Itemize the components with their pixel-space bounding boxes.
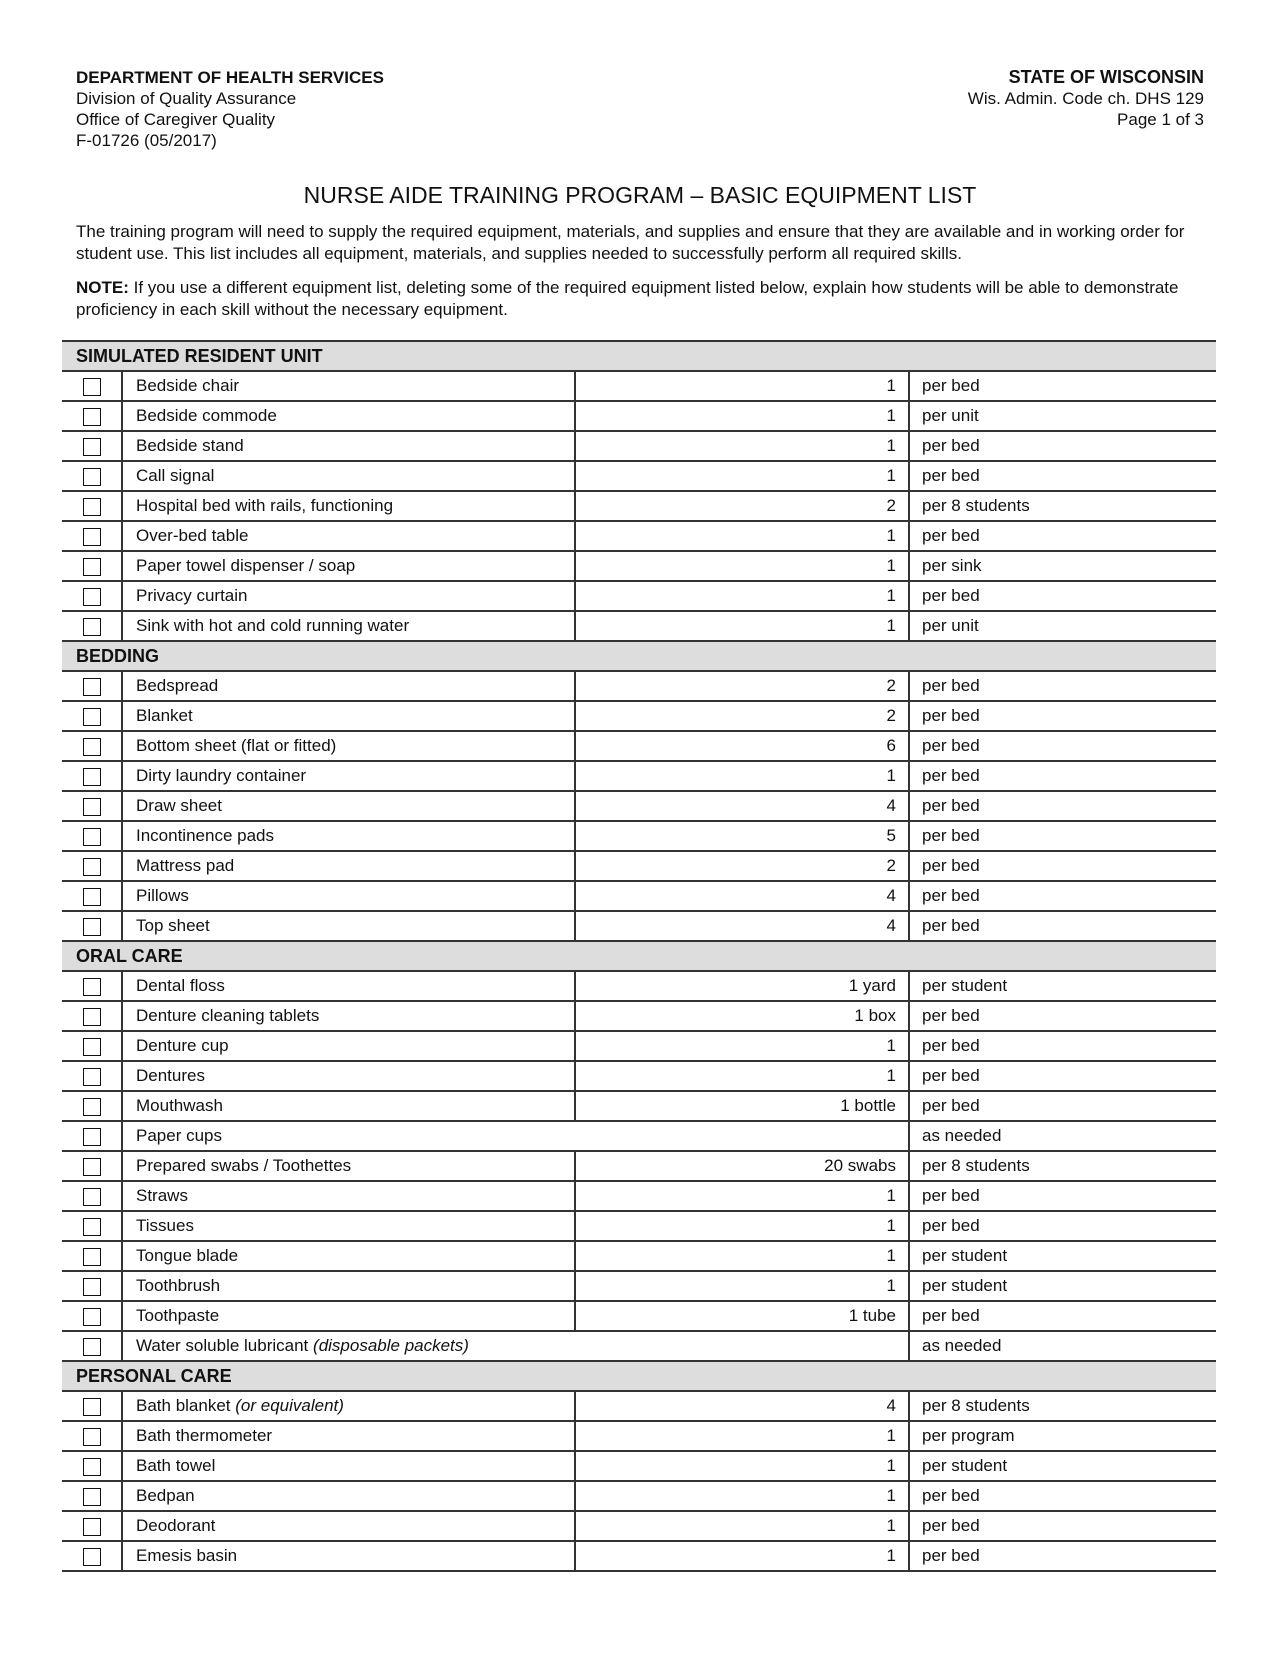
equipment-row xyxy=(62,581,1216,611)
equipment-row xyxy=(62,761,1216,791)
checkbox-cell xyxy=(62,1091,122,1121)
item-unit: per student xyxy=(909,1241,1216,1271)
item-quantity: 20 swabs xyxy=(575,1151,909,1181)
item-quantity: 1 xyxy=(575,371,909,401)
item-unit: per student xyxy=(909,1451,1216,1481)
item-name: Pillows xyxy=(136,886,189,905)
section-title: SIMULATED RESIDENT UNIT xyxy=(62,341,1216,371)
item-name-cell xyxy=(122,461,575,491)
item-quantity: 1 box xyxy=(575,1001,909,1031)
page-title: NURSE AIDE TRAINING PROGRAM – BASIC EQUIPMENT LIST xyxy=(303,182,977,208)
checkbox[interactable] xyxy=(83,1398,101,1416)
checkbox[interactable] xyxy=(83,1248,101,1266)
checkbox-cell xyxy=(62,1331,122,1361)
item-name: Bedpan xyxy=(136,1486,195,1505)
item-name: Top sheet xyxy=(136,916,210,935)
item-name-cell xyxy=(122,671,575,701)
item-name-cell xyxy=(122,491,575,521)
checkbox[interactable] xyxy=(83,1038,101,1056)
equipment-row xyxy=(62,1031,1216,1061)
item-name: Tissues xyxy=(136,1216,194,1235)
equipment-row xyxy=(62,401,1216,431)
checkbox[interactable] xyxy=(83,1128,101,1146)
checkbox-cell xyxy=(62,1031,122,1061)
item-name: Bedside stand xyxy=(136,436,244,455)
checkbox-cell xyxy=(62,821,122,851)
item-quantity: 1 xyxy=(575,1421,909,1451)
item-name: Denture cleaning tablets xyxy=(136,1006,320,1025)
intro-paragraph: The training program will need to supply the required equipment, materials, and supplies and ensure that they are available and in working order for student use. This list includes all equipment, materials, and supplies needed to successfully perform all required skills. xyxy=(76,222,1185,263)
item-name: Toothbrush xyxy=(136,1276,221,1295)
item-name-cell xyxy=(122,1241,575,1271)
item-name: Bedside chair xyxy=(136,376,240,395)
equipment-table xyxy=(62,340,1216,1572)
item-name: Bottom sheet (flat or fitted) xyxy=(136,736,337,755)
checkbox-cell xyxy=(62,971,122,1001)
item-unit: per bed xyxy=(909,521,1216,551)
item-unit: per bed xyxy=(909,1061,1216,1091)
equipment-row xyxy=(62,1271,1216,1301)
item-unit: per unit xyxy=(909,401,1216,431)
item-name-cell xyxy=(122,1121,909,1151)
equipment-row xyxy=(62,1421,1216,1451)
item-quantity: 1 xyxy=(575,611,909,641)
checkbox[interactable] xyxy=(83,438,101,456)
item-quantity: 1 yard xyxy=(575,971,909,1001)
checkbox[interactable] xyxy=(83,738,101,756)
checkbox[interactable] xyxy=(83,918,101,936)
item-unit: per bed xyxy=(909,881,1216,911)
item-name-cell xyxy=(122,581,575,611)
item-name-cell xyxy=(122,1511,575,1541)
item-unit: per bed xyxy=(909,1301,1216,1331)
item-quantity: 1 xyxy=(575,551,909,581)
checkbox[interactable] xyxy=(83,378,101,396)
item-quantity: 5 xyxy=(575,821,909,851)
checkbox[interactable] xyxy=(83,588,101,606)
item-name-cell xyxy=(122,371,575,401)
checkbox-cell xyxy=(62,611,122,641)
checkbox[interactable] xyxy=(83,1218,101,1236)
checkbox[interactable] xyxy=(83,1488,101,1506)
office-name: Office of Caregiver Quality xyxy=(76,110,276,129)
checkbox[interactable] xyxy=(83,1158,101,1176)
section-header-row xyxy=(62,641,1216,671)
item-name: Mouthwash xyxy=(136,1096,223,1115)
checkbox[interactable] xyxy=(83,1518,101,1536)
checkbox-cell xyxy=(62,1391,122,1421)
checkbox-cell xyxy=(62,1511,122,1541)
item-name-cell xyxy=(122,1091,575,1121)
item-unit: per bed xyxy=(909,791,1216,821)
equipment-row xyxy=(62,881,1216,911)
division-name: Division of Quality Assurance xyxy=(76,89,297,108)
checkbox-cell xyxy=(62,1541,122,1571)
item-quantity: 1 xyxy=(575,1211,909,1241)
equipment-row xyxy=(62,461,1216,491)
item-quantity: 1 xyxy=(575,1271,909,1301)
item-quantity: 1 xyxy=(575,1061,909,1091)
item-unit: per bed xyxy=(909,1031,1216,1061)
item-name-cell xyxy=(122,1391,575,1421)
item-name-cell xyxy=(122,401,575,431)
checkbox[interactable] xyxy=(83,468,101,486)
item-name-cell xyxy=(122,1211,575,1241)
item-unit: per bed xyxy=(909,581,1216,611)
item-quantity: 2 xyxy=(575,671,909,701)
item-unit: per bed xyxy=(909,1481,1216,1511)
item-name-cell xyxy=(122,611,575,641)
item-name: Denture cup xyxy=(136,1036,229,1055)
equipment-row xyxy=(62,791,1216,821)
item-unit: per student xyxy=(909,1271,1216,1301)
item-unit: per student xyxy=(909,971,1216,1001)
item-unit: per bed xyxy=(909,1001,1216,1031)
item-quantity: 1 xyxy=(575,521,909,551)
item-quantity: 1 xyxy=(575,461,909,491)
equipment-row xyxy=(62,1001,1216,1031)
item-quantity: 1 xyxy=(575,1481,909,1511)
item-name: Dentures xyxy=(136,1066,205,1085)
checkbox[interactable] xyxy=(83,528,101,546)
checkbox[interactable] xyxy=(83,1098,101,1116)
equipment-row xyxy=(62,1451,1216,1481)
checkbox-cell xyxy=(62,1001,122,1031)
checkbox[interactable] xyxy=(83,558,101,576)
item-name-cell xyxy=(122,1181,575,1211)
department-name: DEPARTMENT OF HEALTH SERVICES xyxy=(76,68,384,87)
item-quantity: 1 xyxy=(575,581,909,611)
item-unit: per bed xyxy=(909,431,1216,461)
checkbox[interactable] xyxy=(83,798,101,816)
checkbox[interactable] xyxy=(83,1278,101,1296)
equipment-row xyxy=(62,821,1216,851)
checkbox-cell xyxy=(62,1181,122,1211)
item-name: Straws xyxy=(136,1186,188,1205)
item-name: Deodorant xyxy=(136,1516,216,1535)
item-quantity: 1 xyxy=(575,1031,909,1061)
section-title: PERSONAL CARE xyxy=(62,1361,1216,1391)
header-right xyxy=(968,67,1204,130)
checkbox-cell xyxy=(62,1241,122,1271)
item-name-cell xyxy=(122,1541,575,1571)
item-name-cell xyxy=(122,881,575,911)
checkbox[interactable] xyxy=(83,408,101,426)
header-left xyxy=(76,67,384,151)
item-unit: per bed xyxy=(909,371,1216,401)
item-name-cell xyxy=(122,521,575,551)
checkbox-cell xyxy=(62,1211,122,1241)
note-text: If you use a different equipment list, deleting some of the required equipment listed below, explain how students will be able to demonstrate proficiency in each skill without the necessary equipment. xyxy=(76,278,1179,319)
checkbox-cell xyxy=(62,1301,122,1331)
equipment-row xyxy=(62,851,1216,881)
item-unit: per bed xyxy=(909,1181,1216,1211)
item-name-cell xyxy=(122,1301,575,1331)
item-name: Bath towel xyxy=(136,1456,216,1475)
form-number: F-01726 (05/2017) xyxy=(76,131,217,150)
item-quantity: 1 xyxy=(575,401,909,431)
equipment-row xyxy=(62,1331,1216,1361)
item-name-cell xyxy=(122,851,575,881)
note-label: NOTE: xyxy=(76,278,129,297)
item-name-cell xyxy=(122,971,575,1001)
checkbox-cell xyxy=(62,671,122,701)
checkbox-cell xyxy=(62,911,122,941)
page-number: Page 1 of 3 xyxy=(1117,110,1204,129)
item-unit: per bed xyxy=(909,851,1216,881)
item-unit: per 8 students xyxy=(909,491,1216,521)
checkbox[interactable] xyxy=(83,1428,101,1446)
item-name-cell xyxy=(122,911,575,941)
item-quantity: 2 xyxy=(575,851,909,881)
equipment-row xyxy=(62,491,1216,521)
item-name: Bedspread xyxy=(136,676,219,695)
item-quantity: 1 bottle xyxy=(575,1091,909,1121)
item-quantity: 1 xyxy=(575,1241,909,1271)
checkbox-cell xyxy=(62,1271,122,1301)
checkbox[interactable] xyxy=(83,708,101,726)
item-unit: per bed xyxy=(909,821,1216,851)
checkbox-cell xyxy=(62,371,122,401)
item-unit: per bed xyxy=(909,701,1216,731)
equipment-row xyxy=(62,1511,1216,1541)
checkbox-cell xyxy=(62,1421,122,1451)
item-name: Dental floss xyxy=(136,976,225,995)
item-name: Bath thermometer xyxy=(136,1426,273,1445)
item-name: Privacy curtain xyxy=(136,586,248,605)
item-name: Incontinence pads xyxy=(136,826,274,845)
item-quantity: 1 tube xyxy=(575,1301,909,1331)
item-name: Tongue blade xyxy=(136,1246,239,1265)
item-name: Over-bed table xyxy=(136,526,249,545)
item-note: (or equivalent) xyxy=(235,1396,344,1415)
item-name: Prepared swabs / Toothettes xyxy=(136,1156,352,1175)
item-quantity: 1 xyxy=(575,1511,909,1541)
checkbox-cell xyxy=(62,1121,122,1151)
equipment-row xyxy=(62,1241,1216,1271)
item-name: Sink with hot and cold running water xyxy=(136,616,410,635)
checkbox[interactable] xyxy=(83,1008,101,1026)
item-name-cell xyxy=(122,1151,575,1181)
checkbox-cell xyxy=(62,791,122,821)
item-name-cell xyxy=(122,761,575,791)
checkbox[interactable] xyxy=(83,1188,101,1206)
item-name-cell xyxy=(122,1481,575,1511)
equipment-row xyxy=(62,1541,1216,1571)
item-quantity: 1 xyxy=(575,761,909,791)
checkbox[interactable] xyxy=(83,1338,101,1356)
checkbox[interactable] xyxy=(83,828,101,846)
item-quantity: 2 xyxy=(575,491,909,521)
item-name-cell xyxy=(122,1421,575,1451)
checkbox-cell xyxy=(62,1481,122,1511)
admin-code: Wis. Admin. Code ch. DHS 129 xyxy=(967,89,1204,108)
item-unit: as needed xyxy=(909,1331,1216,1361)
checkbox[interactable] xyxy=(83,618,101,636)
checkbox[interactable] xyxy=(83,498,101,516)
checkbox-cell xyxy=(62,401,122,431)
checkbox[interactable] xyxy=(83,978,101,996)
item-unit: as needed xyxy=(909,1121,1216,1151)
checkbox-cell xyxy=(62,491,122,521)
equipment-row xyxy=(62,671,1216,701)
item-unit: per bed xyxy=(909,1511,1216,1541)
item-note: (disposable packets) xyxy=(313,1336,469,1355)
equipment-row xyxy=(62,431,1216,461)
checkbox-cell xyxy=(62,701,122,731)
equipment-row xyxy=(62,1211,1216,1241)
checkbox-cell xyxy=(62,731,122,761)
state-name: STATE OF WISCONSIN xyxy=(1008,67,1204,87)
item-name: Dirty laundry container xyxy=(136,766,307,785)
item-quantity: 6 xyxy=(575,731,909,761)
section-header-row xyxy=(62,341,1216,371)
section-title: BEDDING xyxy=(62,641,1216,671)
checkbox[interactable] xyxy=(83,678,101,696)
equipment-row xyxy=(62,911,1216,941)
section-header-row xyxy=(62,1361,1216,1391)
item-name: Hospital bed with rails, functioning xyxy=(136,496,394,515)
item-unit: per program xyxy=(909,1421,1216,1451)
section-header-row xyxy=(62,941,1216,971)
checkbox[interactable] xyxy=(83,1548,101,1566)
item-name-cell xyxy=(122,551,575,581)
item-unit: per sink xyxy=(909,551,1216,581)
section-title: ORAL CARE xyxy=(62,941,1216,971)
checkbox-cell xyxy=(62,551,122,581)
item-name: Emesis basin xyxy=(136,1546,238,1565)
item-name: Bedside commode xyxy=(136,406,277,425)
item-unit: per bed xyxy=(909,671,1216,701)
item-unit: per bed xyxy=(909,1211,1216,1241)
item-name-cell xyxy=(122,821,575,851)
item-quantity: 4 xyxy=(575,911,909,941)
item-quantity: 1 xyxy=(575,431,909,461)
checkbox[interactable] xyxy=(83,858,101,876)
item-name: Water soluble lubricant xyxy=(136,1336,309,1355)
equipment-row xyxy=(62,1151,1216,1181)
item-name: Blanket xyxy=(136,706,193,725)
item-name: Toothpaste xyxy=(136,1306,220,1325)
item-unit: per bed xyxy=(909,731,1216,761)
checkbox[interactable] xyxy=(83,1308,101,1326)
item-name-cell xyxy=(122,1451,575,1481)
item-name-cell xyxy=(122,1001,575,1031)
item-quantity: 1 xyxy=(575,1451,909,1481)
item-unit: per bed xyxy=(909,761,1216,791)
checkbox-cell xyxy=(62,1061,122,1091)
item-name: Mattress pad xyxy=(136,856,235,875)
item-name: Draw sheet xyxy=(136,796,222,815)
item-unit: per bed xyxy=(909,461,1216,491)
item-quantity: 4 xyxy=(575,881,909,911)
item-name-cell xyxy=(122,431,575,461)
checkbox-cell xyxy=(62,1451,122,1481)
equipment-row xyxy=(62,731,1216,761)
equipment-row xyxy=(62,971,1216,1001)
equipment-row xyxy=(62,1061,1216,1091)
item-quantity: 2 xyxy=(575,701,909,731)
note-paragraph xyxy=(76,277,1216,321)
equipment-row xyxy=(62,1181,1216,1211)
checkbox[interactable] xyxy=(83,1068,101,1086)
item-name: Call signal xyxy=(136,466,215,485)
item-unit: per bed xyxy=(909,1541,1216,1571)
equipment-row xyxy=(62,1481,1216,1511)
item-quantity: 4 xyxy=(575,1391,909,1421)
checkbox-cell xyxy=(62,851,122,881)
item-unit: per 8 students xyxy=(909,1151,1216,1181)
equipment-row xyxy=(62,371,1216,401)
checkbox[interactable] xyxy=(83,768,101,786)
equipment-row xyxy=(62,701,1216,731)
item-unit: per bed xyxy=(909,1091,1216,1121)
checkbox[interactable] xyxy=(83,888,101,906)
checkbox-cell xyxy=(62,521,122,551)
equipment-row xyxy=(62,1391,1216,1421)
item-name-cell xyxy=(122,1031,575,1061)
item-name-cell xyxy=(122,1061,575,1091)
equipment-row xyxy=(62,551,1216,581)
equipment-row xyxy=(62,611,1216,641)
item-name: Bath blanket xyxy=(136,1396,231,1415)
item-name: Paper cups xyxy=(136,1126,222,1145)
checkbox-cell xyxy=(62,881,122,911)
item-name-cell xyxy=(122,791,575,821)
checkbox-cell xyxy=(62,581,122,611)
checkbox-cell xyxy=(62,431,122,461)
item-unit: per unit xyxy=(909,611,1216,641)
item-name-cell xyxy=(122,701,575,731)
equipment-row xyxy=(62,521,1216,551)
checkbox-cell xyxy=(62,761,122,791)
equipment-row xyxy=(62,1301,1216,1331)
equipment-row xyxy=(62,1121,1216,1151)
item-quantity: 1 xyxy=(575,1181,909,1211)
checkbox-cell xyxy=(62,461,122,491)
item-quantity: 4 xyxy=(575,791,909,821)
item-name-cell xyxy=(122,1271,575,1301)
item-name: Paper towel dispenser / soap xyxy=(136,556,356,575)
checkbox-cell xyxy=(62,1151,122,1181)
item-name-cell xyxy=(122,731,575,761)
item-name-cell xyxy=(122,1331,909,1361)
equipment-row xyxy=(62,1091,1216,1121)
item-quantity: 1 xyxy=(575,1541,909,1571)
item-unit: per 8 students xyxy=(909,1391,1216,1421)
item-unit: per bed xyxy=(909,911,1216,941)
checkbox[interactable] xyxy=(83,1458,101,1476)
